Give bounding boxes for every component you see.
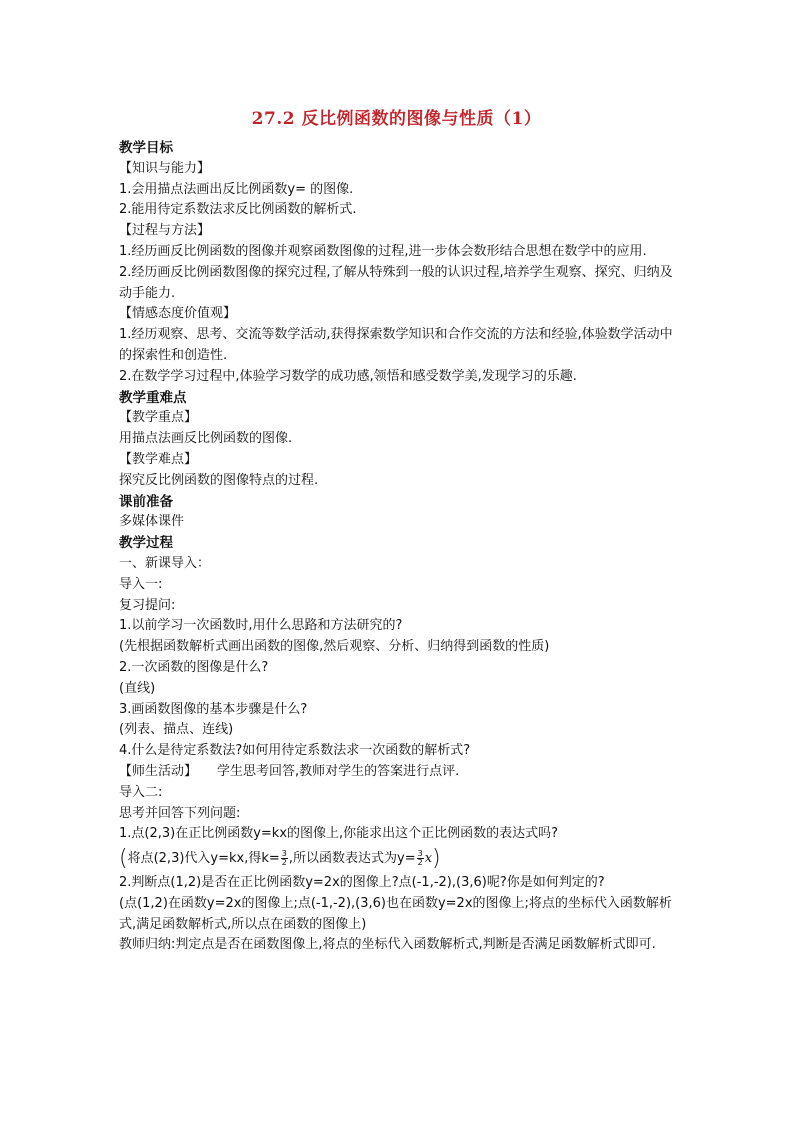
paragraph: 多媒体课件 [119, 514, 185, 530]
subsection-heading: 【知识与能力】 [119, 160, 211, 176]
paragraph: 1.经历画反比例函数的图像并观察函数图像的过程,进一步体会数形结合思想在数学中的应用. [119, 243, 647, 259]
paragraph: 一、新课导入： [119, 555, 211, 571]
variable-x: x [424, 851, 433, 867]
paragraph: 2.判断点(1,2)是否在正比例函数y=2x的图像上?点(-1,-2),(3,6)呢?你是如何判定的? [119, 875, 605, 891]
subsection-heading: 【教学难点】 [119, 451, 198, 467]
paragraph: (直线) [119, 680, 156, 696]
page-title: 27.2 反比例函数的图像与性质（1） [251, 109, 542, 129]
paragraph: 1.经历观察、思考、交流等数学活动,获得探索数学知识和合作交流的方法和经验,体验数学活动中的探索性和创造性. [119, 327, 673, 363]
paragraph: 2.一次函数的图像是什么? [119, 659, 269, 675]
fraction-numerator: 3 [281, 849, 287, 859]
activity-text: 学生思考回答,教师对学生的答案进行点评. [217, 763, 460, 779]
paragraph: 1.点(2,3)在正比例函数y=kx的图像上,你能求出这个正比例函数的表达式吗? [119, 826, 559, 842]
answer-text-a: 将点(2,3)代入y=kx,得k= [127, 851, 280, 867]
subsection-heading: 【情感态度价值观】 [119, 306, 237, 322]
subsection-heading: 【过程与方法】 [119, 223, 211, 239]
paragraph: 探究反比例函数的图像特点的过程. [119, 472, 319, 488]
paren-open: ( [119, 846, 128, 872]
paragraph: 1.会用描点法画出反比例函数y= 的图像. [119, 181, 354, 197]
paragraph: 2.在数学学习过程中,体验学习数学的成功感,领悟和感受数学美,发现学习的乐趣. [119, 368, 577, 384]
fraction-numerator: 3 [417, 849, 423, 859]
answer-formula-line [119, 845, 684, 873]
document-body [119, 138, 684, 956]
subsection-heading: 【教学重点】 [119, 410, 198, 426]
paragraph: 2.能用待定系数法求反比例函数的解析式. [119, 202, 357, 218]
fraction-denominator: 2 [417, 858, 423, 868]
paragraph: 2.经历画反比例函数图像的探究过程,了解从特殊到一般的认识过程,培养学生观察、探究、归纳及动手能力. [119, 264, 673, 301]
paragraph: 导入二: [119, 784, 163, 800]
paren-close: ) [432, 846, 441, 872]
paragraph: 1.以前学习一次函数时,用什么思路和方法研究的? [119, 618, 403, 634]
section-heading: 教学目标 [119, 140, 173, 156]
paragraph: (点(1,2)在函数y=2x的图像上;点(-1,-2),(3,6)也在函数y=2x的图像上;将点的坐标代入函数解析式,满足函数解析式,所以点在函数的图像上) [119, 895, 672, 932]
paragraph: (列表、描点、连线) [119, 722, 234, 738]
paragraph: 用描点法画反比例函数的图像. [119, 431, 293, 447]
paragraph: (先根据函数解析式画出函数的图像,然后观察、分析、归纳得到函数的性质) [119, 639, 550, 655]
fraction-denominator: 2 [281, 858, 287, 868]
section-heading: 教学过程 [119, 535, 173, 552]
section-heading: 课前准备 [119, 493, 173, 510]
paragraph: 教师归纳:判定点是否在函数图像上,将点的坐标代入函数解析式,判断是否满足函数解析式即可. [119, 937, 656, 953]
answer-text-b: ,所以函数表达式为y= [288, 851, 416, 867]
paragraph: 思考并回答下列问题: [119, 805, 241, 821]
activity-label: 【师生活动】 [119, 763, 198, 779]
paragraph: 4.什么是待定系数法?如何用待定系数法求一次函数的解析式? [119, 743, 471, 759]
paragraph: 复习提问: [119, 597, 176, 613]
fraction-k [281, 850, 288, 867]
paragraph [119, 762, 684, 783]
fraction-coefficient [417, 850, 424, 867]
paragraph: 导入一: [119, 576, 163, 592]
section-heading: 教学重难点 [119, 389, 187, 406]
paragraph: 3.画函数图像的基本步骤是什么? [119, 701, 308, 717]
